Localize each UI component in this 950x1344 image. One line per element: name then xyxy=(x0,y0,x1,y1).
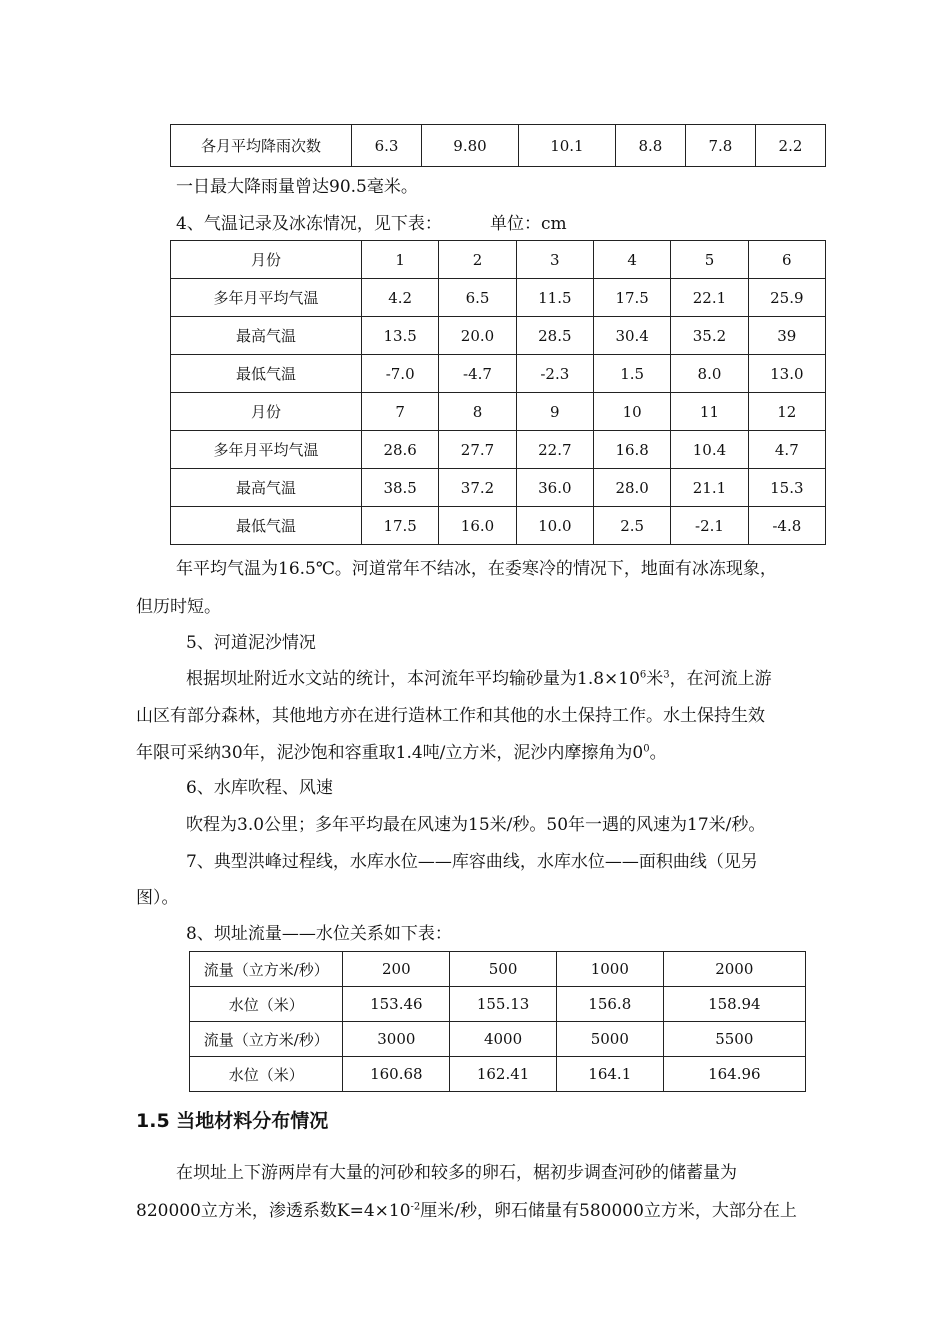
table-cell: 10 xyxy=(593,393,670,431)
section5-heading: 5、河道泥沙情况 xyxy=(186,633,316,653)
table-cell: 5500 xyxy=(663,1022,805,1057)
section6-heading: 6、水库吹程、风速 xyxy=(186,778,333,798)
table-cell: 11 xyxy=(671,393,748,431)
table-cell: -4.8 xyxy=(748,507,825,545)
sediment-line3: 年限可采纳30年，泥沙饱和容重取1.4吨/立方米，泥沙内摩擦角为$0^0$。 xyxy=(136,743,667,763)
table-cell: 13.5 xyxy=(362,317,439,355)
table-cell: 158.94 xyxy=(663,987,805,1022)
wind-text: 吹程为3.0公里；多年平均最在风速为15米/秒。50年一遇的风速为17米/秒。 xyxy=(186,815,766,835)
table-cell: 12 xyxy=(748,393,825,431)
table-cell: 流量（立方米/秒） xyxy=(190,952,343,987)
table-cell: 28.0 xyxy=(593,469,670,507)
table-row xyxy=(171,241,826,279)
table-cell: 155.13 xyxy=(450,987,557,1022)
temp-paragraph-line1: 年平均气温为16.5℃。河道常年不结冰，在委寒冷的情况下，地面有冰冻现象， xyxy=(176,559,777,579)
table-cell: 2.2 xyxy=(755,125,825,167)
table-cell: 162.41 xyxy=(450,1057,557,1092)
table-cell: 4 xyxy=(593,241,670,279)
table-row xyxy=(171,469,826,507)
table-cell: 3 xyxy=(516,241,593,279)
table-cell: 9 xyxy=(516,393,593,431)
table-cell: -4.7 xyxy=(439,355,516,393)
table-cell: 1000 xyxy=(556,952,663,987)
table-cell: 16.8 xyxy=(593,431,670,469)
table-cell: 164.96 xyxy=(663,1057,805,1092)
table-cell: 水位（米） xyxy=(190,987,343,1022)
table-cell: 15.3 xyxy=(748,469,825,507)
table-cell: 10.0 xyxy=(516,507,593,545)
table-cell: 11.5 xyxy=(516,279,593,317)
table-cell: 6.3 xyxy=(352,125,422,167)
table-cell: 17.5 xyxy=(362,507,439,545)
table-row xyxy=(190,952,806,987)
table-row xyxy=(171,355,826,393)
rain-table xyxy=(170,124,826,167)
table-cell: -2.1 xyxy=(671,507,748,545)
table-cell: 8.0 xyxy=(671,355,748,393)
sediment-line2: 山区有部分森林，其他地方亦在进行造林工作和其他的水土保持工作。水土保持生效 xyxy=(136,706,765,726)
table-cell: 10.4 xyxy=(671,431,748,469)
table-cell: 2 xyxy=(439,241,516,279)
table-cell: 最低气温 xyxy=(171,355,362,393)
table-cell: 多年月平均气温 xyxy=(171,431,362,469)
table-cell: 多年月平均气温 xyxy=(171,279,362,317)
table-cell: 164.1 xyxy=(556,1057,663,1092)
table-cell: 2.5 xyxy=(593,507,670,545)
table-cell: 160.68 xyxy=(343,1057,450,1092)
table-cell: 4.7 xyxy=(748,431,825,469)
table-cell: 21.1 xyxy=(671,469,748,507)
table-cell: 17.5 xyxy=(593,279,670,317)
table-cell: 最低气温 xyxy=(171,507,362,545)
table-cell: 水位（米） xyxy=(190,1057,343,1092)
table-cell: 156.8 xyxy=(556,987,663,1022)
table-cell: 38.5 xyxy=(362,469,439,507)
table-cell: 1 xyxy=(362,241,439,279)
temp-table xyxy=(170,240,826,545)
table-cell: 6 xyxy=(748,241,825,279)
table-row xyxy=(171,279,826,317)
table-cell: 35.2 xyxy=(671,317,748,355)
table-cell: 22.7 xyxy=(516,431,593,469)
table-row xyxy=(190,1022,806,1057)
table-row xyxy=(171,393,826,431)
table-cell: 3000 xyxy=(343,1022,450,1057)
section15-heading: 1.5 当地材料分布情况 xyxy=(136,1110,329,1132)
table-cell: 9.80 xyxy=(422,125,519,167)
table-cell: 20.0 xyxy=(439,317,516,355)
table-cell: -2.3 xyxy=(516,355,593,393)
table-cell: 2000 xyxy=(663,952,805,987)
table-cell: 月份 xyxy=(171,241,362,279)
section8-heading: 8、坝址流量——水位关系如下表： xyxy=(186,924,452,944)
table-cell: 25.9 xyxy=(748,279,825,317)
temp-unit: 单位：cm xyxy=(490,214,567,234)
table-cell: 500 xyxy=(450,952,557,987)
table-cell: 22.1 xyxy=(671,279,748,317)
table-cell: 8.8 xyxy=(615,125,685,167)
table-row xyxy=(190,987,806,1022)
max-rain-text: 一日最大降雨量曾达90.5毫米。 xyxy=(176,177,418,197)
table-cell: -7.0 xyxy=(362,355,439,393)
table-cell: 16.0 xyxy=(439,507,516,545)
table-cell: 153.46 xyxy=(343,987,450,1022)
table-cell: 4000 xyxy=(450,1022,557,1057)
table-row xyxy=(190,1057,806,1092)
table-cell: 5 xyxy=(671,241,748,279)
table-row xyxy=(171,125,826,167)
temp-paragraph-line2: 但历时短。 xyxy=(136,597,221,617)
table-cell: 最高气温 xyxy=(171,469,362,507)
table-cell: 28.6 xyxy=(362,431,439,469)
table-row xyxy=(171,431,826,469)
table-cell: 39 xyxy=(748,317,825,355)
table-cell: 13.0 xyxy=(748,355,825,393)
table-row xyxy=(171,507,826,545)
sediment-line1: 根据坝址附近水文站的统计，本河流年平均输砂量为$1.8\times 10^6$米$^3$，在河流上游 xyxy=(186,669,772,689)
table-row xyxy=(171,317,826,355)
materials-line1: 在坝址上下游两岸有大量的河砂和较多的卵石，椐初步调查河砂的储蓄量为 xyxy=(176,1163,737,1183)
table-cell: 37.2 xyxy=(439,469,516,507)
materials-line2: 820000立方米，渗透系数$K=4\times 10^{-2}$厘米/秒，卵石储量有580000立方米，大部分在上 xyxy=(136,1201,797,1221)
table-cell: 6.5 xyxy=(439,279,516,317)
flow-table xyxy=(189,951,806,1092)
section7-line1: 7、典型洪峰过程线，水库水位——库容曲线，水库水位——面积曲线（见另 xyxy=(186,852,758,872)
section7-line2: 图）。 xyxy=(136,888,179,908)
table-cell: 28.5 xyxy=(516,317,593,355)
table-cell: 流量（立方米/秒） xyxy=(190,1022,343,1057)
table-cell: 各月平均降雨次数 xyxy=(171,125,352,167)
table-cell: 最高气温 xyxy=(171,317,362,355)
table-cell: 5000 xyxy=(556,1022,663,1057)
table-cell: 4.2 xyxy=(362,279,439,317)
table-cell: 27.7 xyxy=(439,431,516,469)
table-cell: 7 xyxy=(362,393,439,431)
table-cell: 30.4 xyxy=(593,317,670,355)
table-cell: 7.8 xyxy=(685,125,755,167)
table-cell: 200 xyxy=(343,952,450,987)
table-cell: 1.5 xyxy=(593,355,670,393)
temp-heading: 4、气温记录及冰冻情况，见下表： xyxy=(176,214,442,234)
table-cell: 月份 xyxy=(171,393,362,431)
table-cell: 36.0 xyxy=(516,469,593,507)
table-cell: 8 xyxy=(439,393,516,431)
table-cell: 10.1 xyxy=(518,125,615,167)
